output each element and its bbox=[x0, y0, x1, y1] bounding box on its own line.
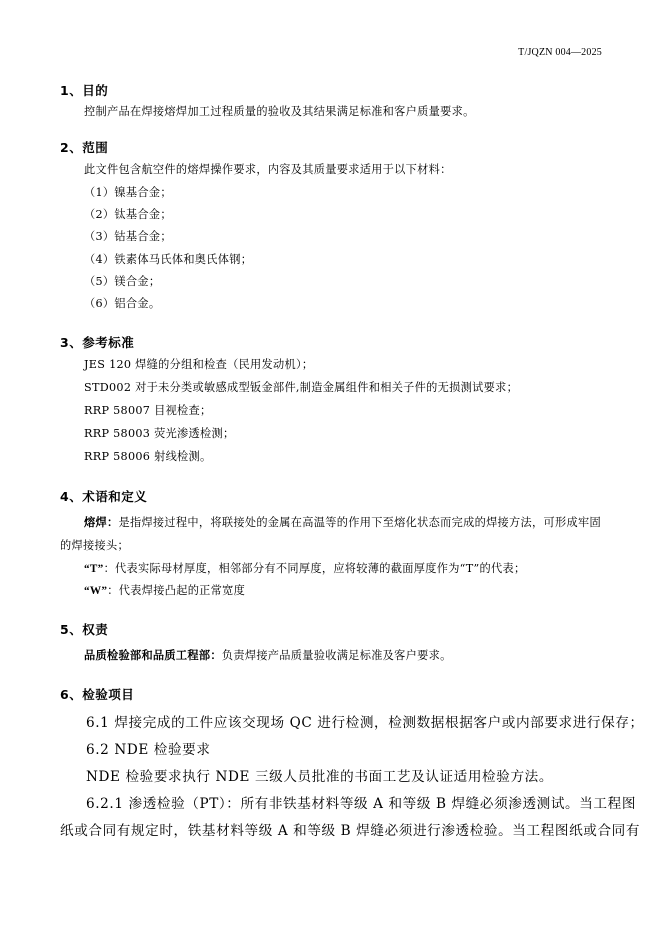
clause-6-2: 6.2 NDE 检验要求 bbox=[86, 742, 211, 758]
term-weld: 熔焊： bbox=[84, 516, 119, 529]
scope-item: （1）镍基合金； bbox=[84, 186, 172, 199]
section-4-heading: 4、术语和定义 bbox=[60, 489, 148, 504]
clause-6-2-1: 6.2.1 渗透检验（PT）：所有非铁基材料等级 A 和等级 B 焊缝必须渗透测试。当工程图 bbox=[86, 796, 637, 812]
reference-item: RRP 58007 目视检查； bbox=[84, 404, 212, 417]
definition-w bbox=[84, 582, 245, 598]
scope-item: （3）钴基合金； bbox=[84, 230, 172, 243]
document-number: T/JQZN 004—2025 bbox=[518, 47, 602, 58]
section-2-heading: 2、范围 bbox=[60, 140, 109, 155]
reference-item: RRP 58006 射线检测。 bbox=[84, 450, 212, 463]
section-5-heading: 5、权责 bbox=[60, 622, 109, 637]
definition-weld-continued: 的焊接接头； bbox=[60, 539, 129, 552]
reference-item: JES 120 焊缝的分组和检查（民用发动机）； bbox=[84, 358, 314, 371]
definition-t bbox=[84, 560, 525, 576]
section-2-intro: 此文件包含航空件的熔焊操作要求，内容及其质量要求适用于以下材料： bbox=[84, 163, 452, 176]
responsibility-text: 负责焊接产品质量验收满足标准及客户要求。 bbox=[221, 649, 452, 662]
reference-item: RRP 58003 荧光渗透检测； bbox=[84, 427, 235, 440]
section-1-text: 控制产品在焊接熔焊加工过程质量的验收及其结果满足标准和客户质量要求。 bbox=[84, 105, 475, 118]
section-1-heading: 1、目的 bbox=[60, 83, 109, 98]
definition-t-text: ：代表实际母材厚度，相邻部分有不同厚度，应将较薄的截面厚度作为“T”的代表； bbox=[103, 562, 526, 575]
clause-6-2-1-continued: 纸或合同有规定时，铁基材料等级 A 和等级 B 焊缝必须进行渗透检验。当工程图纸或合同有 bbox=[60, 823, 641, 839]
definition-w-text: ：代表焊接凸起的正常宽度 bbox=[107, 584, 246, 597]
scope-item: （6）铝合金。 bbox=[84, 297, 161, 310]
responsibility-line bbox=[84, 647, 452, 663]
definition-weld bbox=[84, 514, 601, 530]
section-3-heading: 3、参考标准 bbox=[60, 335, 135, 350]
clause-6-1: 6.1 焊接完成的工件应该交现场 QC 进行检测，检测数据根据客户或内部要求进行保存； bbox=[86, 715, 644, 731]
term-w: “W” bbox=[84, 585, 108, 597]
scope-item: （4）铁素体马氏体和奥氏体钢； bbox=[84, 253, 253, 266]
responsibility-term: 品质检验部和品质工程部： bbox=[84, 649, 222, 662]
term-t: “T” bbox=[84, 563, 104, 575]
clause-6-2-text: NDE 检验要求执行 NDE 三级人员批准的书面工艺及认证适用检验方法。 bbox=[86, 769, 554, 785]
reference-item: STD002 对于未分类或敏感成型钣金部件,制造金属组件和相关子件的无损测试要求； bbox=[84, 381, 519, 394]
section-6-heading: 6、检验项目 bbox=[60, 687, 135, 702]
scope-item: （2）钛基合金； bbox=[84, 208, 172, 221]
scope-item: （5）镁合金； bbox=[84, 275, 161, 288]
definition-weld-text: 是指焊接过程中，将联接处的金属在高温等的作用下至熔化状态而完成的焊接方法，可形成牢固 bbox=[118, 516, 601, 529]
